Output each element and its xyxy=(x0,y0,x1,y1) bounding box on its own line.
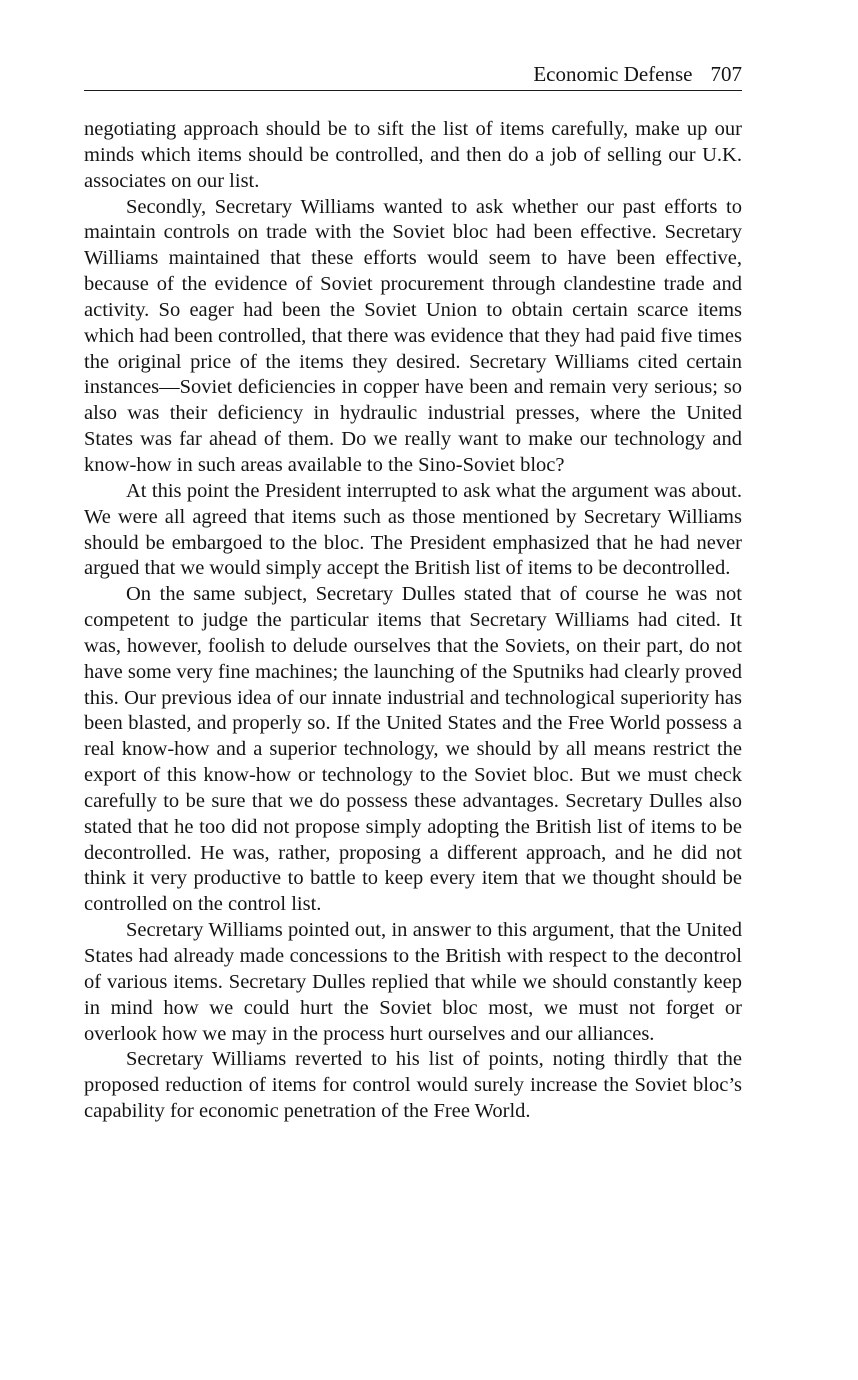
paragraph-president-interrupts: At this point the President interrupted to ask what the argument was about. We were all agreed that items such as those mentioned by Secretary Williams should be embargoed to the bloc. The President emphasized that he had never argued that we would simply accept the British list of items to be decontrolled. xyxy=(84,479,742,580)
paragraph-continuation: negotiating approach should be to sift the list of items carefully, make up our minds which items should be controlled, and then do a job of selling our U.K. associates on our list. xyxy=(84,118,742,192)
page-number: 707 xyxy=(710,62,742,86)
document-page xyxy=(84,60,742,1125)
body-text xyxy=(84,117,742,1125)
paragraph-williams-controls: Secondly, Secretary Williams wanted to ask whether our past efforts to maintain controls on trade with the Soviet bloc had been effective. Secretary Williams maintained that these efforts would seem to have been effective, because of the evidence of Soviet procurement through clandestine trade and activity. So eager had been the Soviet Union to obtain certain scarce items which had been controlled, that there was evidence that they had paid five times the original price of the items they desired. Secretary Williams cited certain instances—Soviet deficiencies in copper have been and remain very serious; so also was their deficiency in hydraulic industrial presses, where the United States was far ahead of them. Do we really want to make our technology and know-how in such areas available to the Sino-Soviet bloc? xyxy=(84,195,742,476)
paragraph-williams-third-point: Secretary Williams reverted to his list of points, noting thirdly that the proposed reduction of items for control would surely increase the Soviet bloc’s capability for economic penetration of the Free World. xyxy=(84,1048,742,1123)
section-title: Economic Defense xyxy=(533,62,693,86)
running-header xyxy=(84,60,742,91)
paragraph-williams-concessions: Secretary Williams pointed out, in answer to this argument, that the United States had already made concessions to the British with respect to the decontrol of various items. Secretary Dulles replied that while we should constantly keep in mind how we could hurt the Soviet bloc most, we must not forget or overlook how we may in the process hurt ourselves and our alliances. xyxy=(84,919,742,1045)
paragraph-dulles-statement: On the same subject, Secretary Dulles stated that of course he was not competent to judge the particular items that Secretary Williams had cited. It was, however, foolish to delude ourselves that the Soviets, on their part, do not have some very fine machines; the launching of the Sputniks had clearly proved this. Our previous idea of our innate industrial and technological superiority has been blasted, and properly so. If the United States and the Free World possess a real know-how and a superior technology, we should by all means restrict the export of this know-how or technology to the Soviet bloc. But we must check carefully to be sure that we do possess these advantages. Secretary Dulles also stated that he too did not propose simply adopting the British list of items to be decontrolled. He was, rather, proposing a different approach, and he did not think it very productive to battle to keep every item that we thought should be controlled on the control list. xyxy=(84,583,742,916)
